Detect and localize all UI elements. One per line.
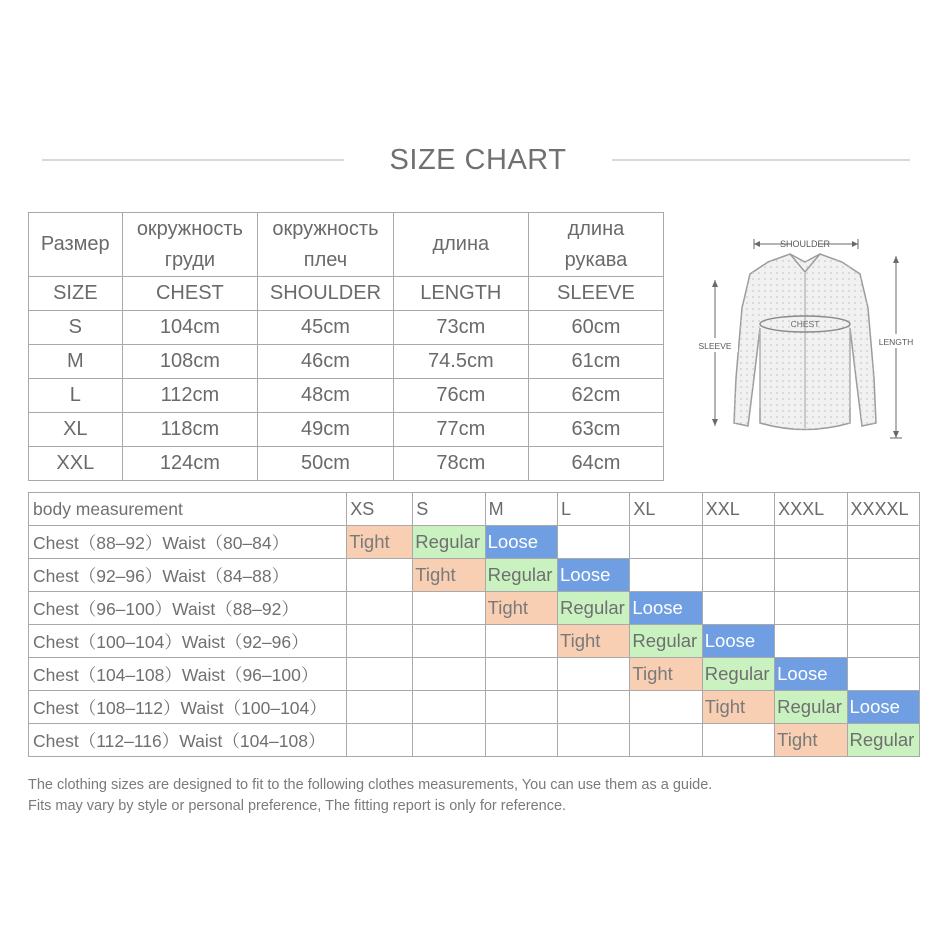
ru-header-cell: окружность плеч: [258, 213, 394, 277]
size-table-row: [29, 311, 664, 345]
fit-cell-empty: [702, 559, 774, 592]
fit-table-row: [29, 625, 920, 658]
title-divider-left: [42, 159, 344, 161]
fit-table-row: [29, 559, 920, 592]
measurement-cell: 45cm: [258, 311, 394, 345]
ru-header-cell: окружность груди: [122, 213, 258, 277]
body-measurement-label: Chest（104–108）Waist（96–100）: [29, 658, 347, 691]
measurement-cell: 73cm: [393, 311, 528, 345]
fit-cell-regular: Regular: [630, 625, 702, 658]
measurement-cell: 104cm: [122, 311, 258, 345]
fit-cell-empty: [485, 658, 557, 691]
fit-cell-regular: Regular: [413, 526, 485, 559]
measurement-cell: 60cm: [528, 311, 663, 345]
fit-cell-empty: [413, 691, 485, 724]
shoulder-label: SHOULDER: [779, 239, 831, 249]
fit-cell-empty: [347, 625, 413, 658]
fit-cell-empty: [485, 625, 557, 658]
measurement-cell: 124cm: [122, 447, 258, 481]
fit-size-header: XXXL: [775, 493, 847, 526]
size-cell: XL: [29, 413, 123, 447]
fit-cell-loose: Loose: [775, 658, 847, 691]
measurement-cell: 48cm: [258, 379, 394, 413]
fit-cell-regular: Regular: [847, 724, 920, 757]
fit-size-header: S: [413, 493, 485, 526]
ru-header-cell: длина: [393, 213, 528, 277]
fit-cell-empty: [775, 625, 847, 658]
footnote-line-2: Fits may vary by style or personal preference, The fitting report is only for reference.: [28, 798, 567, 814]
fit-table-row: [29, 592, 920, 625]
fit-cell-empty: [558, 691, 630, 724]
body-measurement-label: Chest（88–92）Waist（80–84）: [29, 526, 347, 559]
fit-cell-empty: [413, 658, 485, 691]
fit-cell-empty: [413, 625, 485, 658]
measurement-cell: 49cm: [258, 413, 394, 447]
page-title: SIZE CHART: [389, 144, 567, 176]
size-table-row: [29, 447, 664, 481]
en-header-cell: CHEST: [122, 277, 258, 311]
size-table-row: [29, 379, 664, 413]
fit-cell-empty: [347, 559, 413, 592]
measurement-cell: 78cm: [393, 447, 528, 481]
fit-cell-loose: Loose: [630, 592, 702, 625]
fit-size-header: M: [485, 493, 557, 526]
en-header-cell: SLEEVE: [528, 277, 663, 311]
fit-cell-empty: [630, 559, 702, 592]
measurement-cell: 50cm: [258, 447, 394, 481]
size-table-row: [29, 413, 664, 447]
fit-cell-tight: Tight: [347, 526, 413, 559]
fit-cell-empty: [847, 658, 920, 691]
fit-cell-empty: [702, 724, 774, 757]
fit-table-row: [29, 724, 920, 757]
sleeve-label: SLEEVE: [698, 341, 732, 351]
fit-cell-regular: Regular: [702, 658, 774, 691]
measurement-cell: 46cm: [258, 345, 394, 379]
fit-cell-empty: [847, 559, 920, 592]
fit-cell-empty: [413, 592, 485, 625]
fit-cell-loose: Loose: [847, 691, 920, 724]
fit-cell-empty: [702, 526, 774, 559]
fit-cell-empty: [558, 658, 630, 691]
size-table-en-header-row: [29, 277, 664, 311]
footnote-line-1: The clothing sizes are designed to fit to the following clothes measurements, You can use them as a guide.: [28, 777, 713, 793]
fit-table: [28, 492, 920, 757]
measurement-cell: 108cm: [122, 345, 258, 379]
fit-cell-empty: [775, 559, 847, 592]
fit-cell-empty: [630, 691, 702, 724]
shoulder-measure: [754, 239, 858, 249]
shirt-icon: [734, 254, 876, 430]
size-table-row: [29, 345, 664, 379]
fit-cell-empty: [485, 724, 557, 757]
fit-header-label: body measurement: [29, 493, 347, 526]
measurement-cell: 118cm: [122, 413, 258, 447]
fit-table-row: [29, 658, 920, 691]
fit-cell-regular: Regular: [485, 559, 557, 592]
fit-cell-empty: [775, 592, 847, 625]
title-divider-right: [612, 159, 910, 161]
fit-cell-tight: Tight: [413, 559, 485, 592]
body-measurement-label: Chest（108–112）Waist（100–104）: [29, 691, 347, 724]
fit-cell-empty: [775, 526, 847, 559]
sleeve-measure: [692, 280, 738, 426]
fit-cell-empty: [630, 724, 702, 757]
fit-cell-empty: [558, 724, 630, 757]
fit-cell-empty: [347, 592, 413, 625]
title-row: [0, 138, 950, 182]
fit-cell-tight: Tight: [630, 658, 702, 691]
fit-cell-tight: Tight: [775, 724, 847, 757]
fit-size-header: XL: [630, 493, 702, 526]
fit-table-row: [29, 526, 920, 559]
fit-cell-empty: [347, 691, 413, 724]
size-cell: M: [29, 345, 123, 379]
measurement-cell: 62cm: [528, 379, 663, 413]
fit-cell-empty: [413, 724, 485, 757]
fit-cell-regular: Regular: [558, 592, 630, 625]
fit-cell-regular: Regular: [775, 691, 847, 724]
fit-cell-empty: [630, 526, 702, 559]
body-measurement-label: Chest（112–116）Waist（104–108）: [29, 724, 347, 757]
ru-header-cell: Размер: [29, 213, 123, 277]
chest-label: CHEST: [790, 319, 820, 329]
fit-cell-loose: Loose: [702, 625, 774, 658]
fit-cell-loose: Loose: [558, 559, 630, 592]
measurement-cell: 77cm: [393, 413, 528, 447]
measurement-cell: 64cm: [528, 447, 663, 481]
fit-cell-empty: [702, 592, 774, 625]
en-header-cell: LENGTH: [393, 277, 528, 311]
en-header-cell: SHOULDER: [258, 277, 394, 311]
ru-header-cell: длина рукава: [528, 213, 663, 277]
size-table-ru-header-row: [29, 213, 664, 277]
size-cell: L: [29, 379, 123, 413]
fit-cell-empty: [347, 724, 413, 757]
fit-table-row: [29, 691, 920, 724]
measurement-cell: 61cm: [528, 345, 663, 379]
length-measure: [874, 256, 918, 438]
shirt-diagram: [690, 228, 920, 453]
fit-cell-empty: [485, 691, 557, 724]
body-measurement-label: Chest（96–100）Waist（88–92）: [29, 592, 347, 625]
fit-cell-empty: [558, 526, 630, 559]
fit-cell-tight: Tight: [558, 625, 630, 658]
length-label: LENGTH: [878, 337, 914, 347]
fit-cell-empty: [847, 526, 920, 559]
size-cell: S: [29, 311, 123, 345]
en-header-cell: SIZE: [29, 277, 123, 311]
fit-cell-tight: Tight: [702, 691, 774, 724]
measurement-cell: 112cm: [122, 379, 258, 413]
body-measurement-label: Chest（92–96）Waist（84–88）: [29, 559, 347, 592]
size-cell: XXL: [29, 447, 123, 481]
fit-size-header: XXXXL: [847, 493, 920, 526]
fit-cell-empty: [347, 658, 413, 691]
fit-table-header-row: [29, 493, 920, 526]
measurement-cell: 74.5cm: [393, 345, 528, 379]
size-table: [28, 212, 664, 481]
fit-size-header: XXL: [702, 493, 774, 526]
fit-cell-tight: Tight: [485, 592, 557, 625]
fit-cell-loose: Loose: [485, 526, 557, 559]
fit-cell-empty: [847, 592, 920, 625]
fit-cell-empty: [847, 625, 920, 658]
fit-size-header: L: [558, 493, 630, 526]
measurement-cell: 63cm: [528, 413, 663, 447]
fit-size-header: XS: [347, 493, 413, 526]
measurement-cell: 76cm: [393, 379, 528, 413]
body-measurement-label: Chest（100–104）Waist（92–96）: [29, 625, 347, 658]
